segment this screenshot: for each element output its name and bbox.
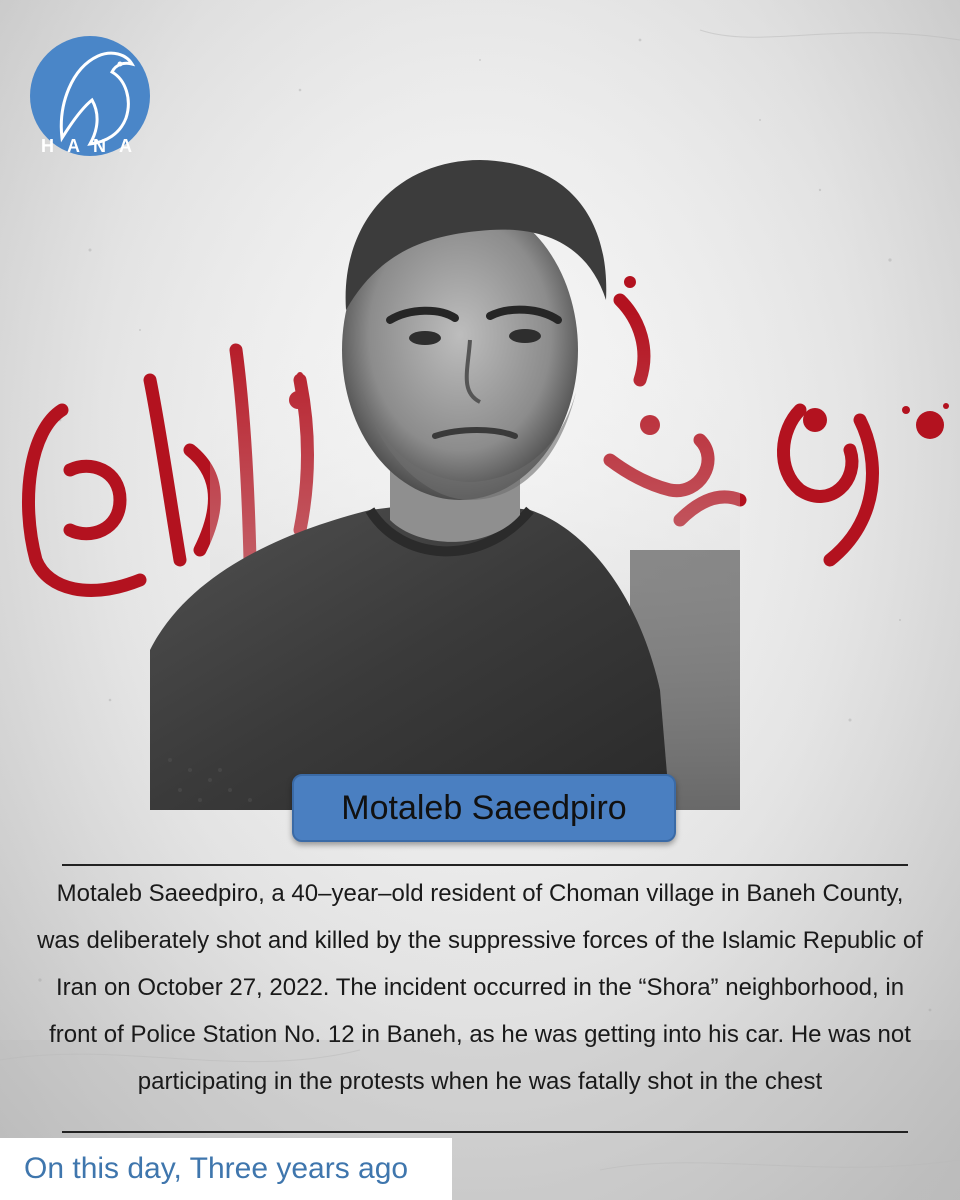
divider-bottom [62,1131,908,1133]
divider-top [62,864,908,866]
portrait-photo [150,130,740,810]
footer-text: On this day, Three years ago [24,1152,409,1185]
person-name: Motaleb Saeedpiro [341,788,627,827]
caption-text: Motaleb Saeedpiro, a 40–year–old resident of Choman village in Baneh County, was deliberately shot and killed by the suppressive forces of the Islamic Republic of Iran on October 27, 2022. The incident occurred in the “Shora” neighborhood, in front of Police Station No. 12 in Baneh, as he was getting into his car. He was not participating in the protests when he was fatally shot in the chest [37,880,923,1095]
footer-banner [0,1138,452,1200]
logo-text: HANA [41,136,145,156]
name-label [292,774,676,842]
